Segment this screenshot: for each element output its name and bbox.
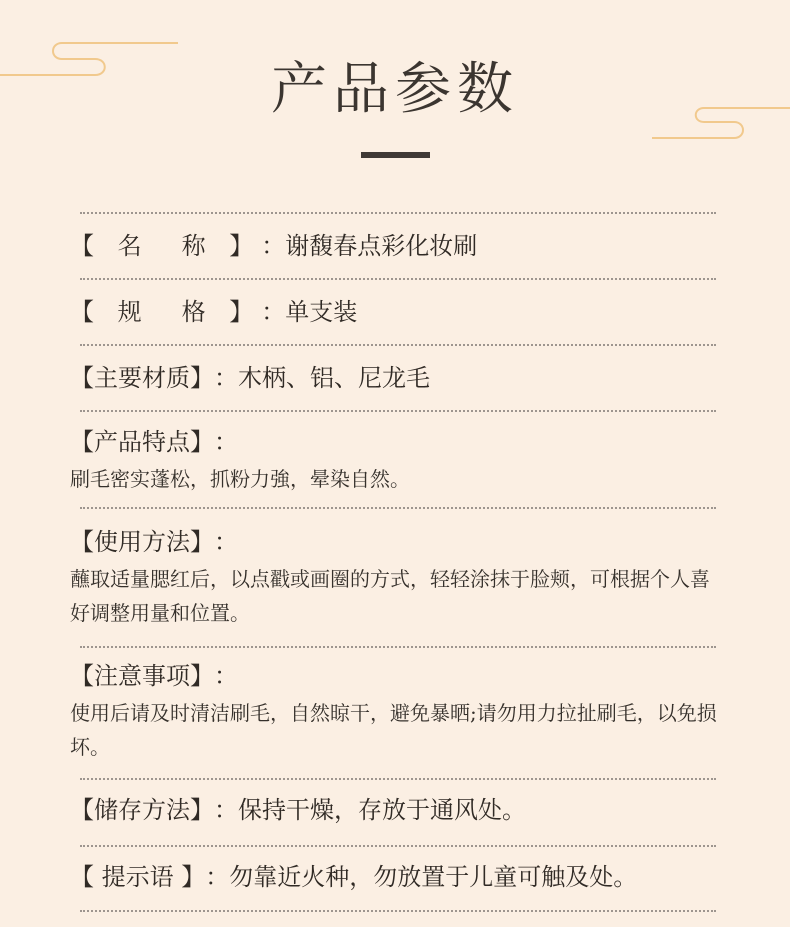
divider (80, 278, 716, 280)
divider (80, 646, 716, 648)
divider (80, 410, 716, 412)
param-desc-usage: 蘸取适量腮红后，以点戳或画圈的方式，轻轻涂抹于脸颊，可根据个人喜好调整用量和位置。 (70, 567, 710, 625)
param-label-material: 【主要材质】 (70, 364, 214, 392)
param-label-notes: 【注意事项】 (70, 662, 214, 690)
param-label-usage: 【使用方法】 (70, 528, 214, 556)
param-value-tips: ：勿靠近火种，勿放置于儿童可触及处。 (205, 863, 638, 891)
param-value-material: ：木柄、铝、尼龙毛 (214, 364, 430, 392)
param-label-features: 【产品特点】 (70, 428, 214, 456)
divider (80, 344, 716, 346)
param-row-tips (70, 860, 720, 894)
param-row-name (70, 229, 720, 263)
divider (80, 845, 716, 847)
param-row-spec (70, 295, 720, 329)
param-colon: ： (214, 662, 238, 690)
param-value-name: ：谢馥春点彩化妆刷 (261, 232, 478, 260)
param-label-name: 【 名 称 】 (70, 232, 262, 260)
param-desc-features: 刷毛密实蓬松，抓粉力強，晕染自然。 (70, 467, 410, 491)
param-row-usage (70, 525, 720, 559)
param-row-storage (70, 793, 720, 827)
param-label-tips: 【 提示语 】 (70, 863, 206, 891)
page-title: 产品参数 (271, 57, 519, 122)
param-colon: ： (214, 528, 238, 556)
param-row-material (70, 361, 720, 395)
title-underline (361, 152, 430, 158)
param-row-features (70, 425, 720, 459)
param-label-storage: 【储存方法】 (70, 796, 214, 824)
param-value-storage: ：保持干燥，存放于通风处。 (214, 796, 526, 824)
param-row-notes (70, 659, 720, 693)
param-colon: ： (214, 428, 238, 456)
param-label-spec: 【 规 格 】 (70, 298, 262, 326)
divider (80, 778, 716, 780)
param-value-spec: ：单支装 (261, 298, 358, 326)
param-desc-notes: 使用后请及时清洁刷毛，自然晾干，避免暴晒;请勿用力拉扯刷毛，以免损坏。 (70, 701, 717, 759)
divider-bottom (80, 910, 716, 912)
divider (80, 507, 716, 509)
divider-top (80, 212, 716, 214)
